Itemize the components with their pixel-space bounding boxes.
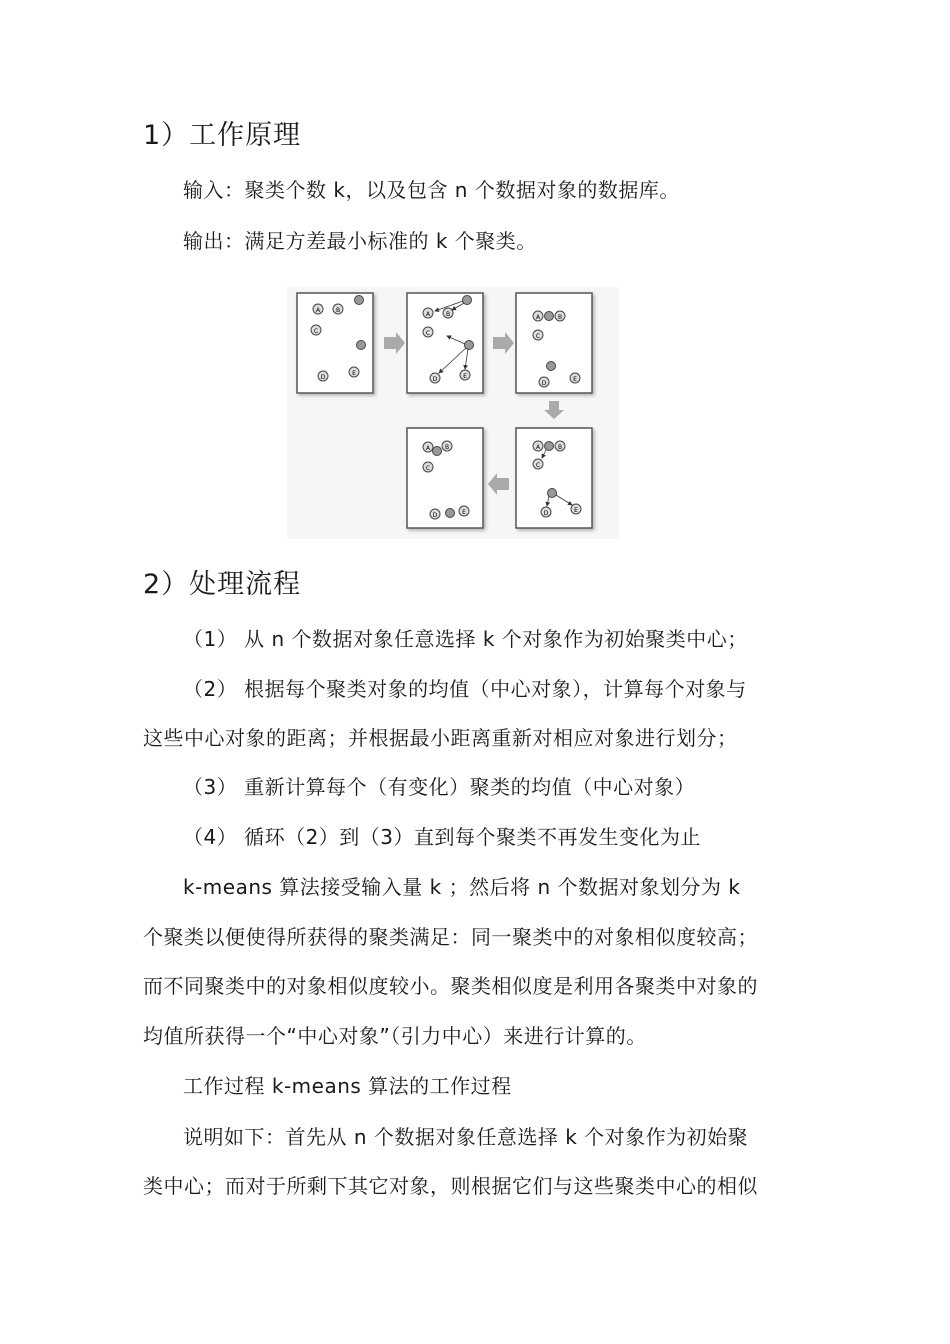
panel-2 — [407, 293, 483, 393]
paragraph-3-line-2: 类中心；而对于所剩下其它对象，则根据它们与这些聚类中心的相似 — [143, 1174, 758, 1198]
svg-text:D: D — [543, 510, 549, 517]
step-3: （3） 重新计算每个（有变化）聚类的均值（中心对象） — [183, 775, 696, 799]
svg-text:B: B — [445, 311, 451, 318]
svg-text:B: B — [444, 444, 450, 451]
svg-text:E: E — [574, 507, 578, 514]
svg-text:E: E — [573, 376, 577, 383]
svg-text:D: D — [541, 380, 547, 387]
svg-text:A: A — [535, 314, 541, 321]
label-a: A — [315, 307, 321, 314]
label-e: E — [352, 370, 356, 377]
kmeans-illustration — [287, 287, 619, 539]
svg-text:B: B — [557, 314, 563, 321]
paragraph-1-line-4: 均值所获得一个“中心对象”（引力中心）来进行计算的。 — [143, 1024, 647, 1048]
paragraph-1-line-1: k-means 算法接受输入量 k ；然后将 n 个数据对象划分为 k — [183, 875, 741, 899]
svg-text:B: B — [557, 444, 563, 451]
label-c: C — [313, 328, 319, 335]
paragraph-2: 工作过程 k-means 算法的工作过程 — [183, 1074, 512, 1098]
input-description: 输入：聚类个数 k，以及包含 n 个数据对象的数据库。 — [183, 178, 680, 202]
panel-5 — [407, 428, 483, 528]
svg-text:D: D — [432, 512, 438, 519]
svg-text:C: C — [535, 333, 541, 340]
paragraph-3-line-1: 说明如下：首先从 n 个数据对象任意选择 k 个对象作为初始聚 — [183, 1125, 749, 1149]
svg-text:A: A — [425, 311, 431, 318]
paragraph-1-line-2: 个聚类以便使得所获得的聚类满足：同一聚类中的对象相似度较高； — [143, 925, 758, 949]
svg-text:E: E — [463, 373, 467, 380]
panel-1 — [297, 293, 373, 393]
step-2-line-1: （2） 根据每个聚类对象的均值（中心对象），计算每个对象与 — [183, 677, 747, 701]
step-2-line-2: 这些中心对象的距离；并根据最小距离重新对相应对象进行划分； — [143, 726, 738, 750]
section-heading-principle: 1）工作原理 — [143, 120, 302, 151]
label-b: B — [335, 307, 341, 314]
svg-text:C: C — [425, 330, 431, 337]
paragraph-1-line-3: 而不同聚类中的对象相似度较小。聚类相似度是利用各聚类中对象的 — [143, 974, 758, 998]
section-heading-process: 2）处理流程 — [143, 569, 302, 600]
panel-4 — [516, 428, 592, 528]
svg-text:E: E — [462, 509, 466, 516]
output-description: 输出：满足方差最小标准的 k 个聚类。 — [183, 229, 537, 253]
label-d: D — [320, 374, 326, 381]
svg-text:C: C — [535, 462, 541, 469]
step-4: （4） 循环（2）到（3）直到每个聚类不再发生变化为止 — [183, 825, 702, 849]
svg-text:A: A — [535, 444, 541, 451]
svg-text:C: C — [425, 465, 431, 472]
panel-3 — [516, 293, 592, 393]
step-1: （1） 从 n 个数据对象任意选择 k 个对象作为初始聚类中心； — [183, 627, 748, 651]
svg-text:D: D — [432, 376, 438, 383]
svg-text:A: A — [425, 445, 431, 452]
